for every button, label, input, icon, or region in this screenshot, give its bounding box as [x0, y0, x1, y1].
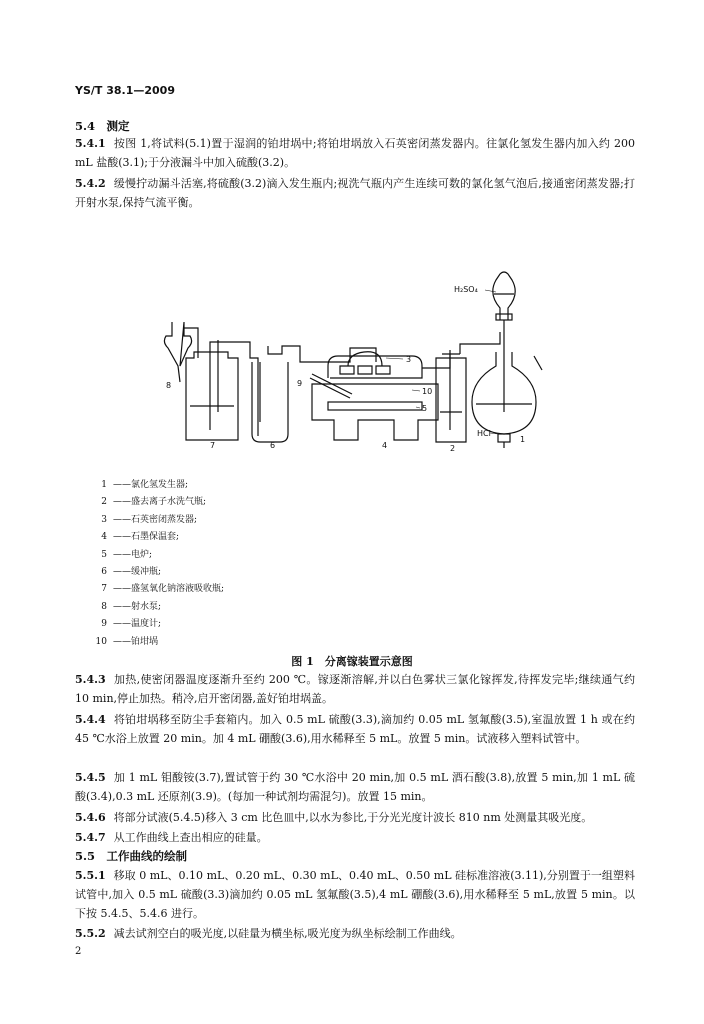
legend-item — [95, 616, 224, 633]
legend-number: 1 — [101, 480, 107, 490]
legend-text: ——缓冲瓶; — [113, 567, 162, 578]
water-jet-pump — [164, 322, 191, 382]
paragraph-5-4-1 — [75, 134, 635, 172]
paragraph-number: 5.4.7 — [75, 831, 106, 844]
legend-text: ——温度计; — [113, 619, 162, 630]
thermometer — [310, 378, 350, 398]
legend-number: 8 — [101, 601, 107, 612]
paragraph-5-4-6 — [75, 808, 635, 827]
callout-6: 6 — [270, 441, 276, 450]
paragraph-text: 移取 0 mL、0.10 mL、0.20 mL、0.30 mL、0.40 mL、0.50 mL 硅标准溶液(3.11),分别置于一组塑料试管中,加入 0.5 mL 硫酸(3.3)滴加约 0.05 mL 氢氟酸(3.5),4 mL 硼酸(3.6),用水稀释至 5 mL,放置 5 min。以下按 5.4.5、5.4.6 进行。 — [75, 869, 635, 920]
legend-item — [95, 599, 224, 616]
paragraph-text: 按图 1,将试料(5.1)置于湿润的铂坩埚中;将铂坩埚放入石英密闭蒸发器内。往氯化氢发生器内加入约 200 mL 盐酸(3.1);于分液漏斗中加入硫酸(3.2)。 — [75, 137, 635, 169]
legend-text: ——盛去离子水洗气瓶; — [113, 497, 207, 508]
hcl-label: HCl — [477, 429, 491, 438]
legend-text: ——盛氢氧化钠溶液吸收瓶; — [113, 584, 225, 595]
paragraph-text: 加热,使密闭器温度逐渐升至约 200 ℃。镓逐渐溶解,并以白色雾状三氯化镓挥发,待挥发完毕;继续通气约 10 min,停止加热。稍冷,启开密闭器,盖好铂坩埚盖。 — [75, 673, 635, 705]
graphite-jacket — [312, 384, 438, 440]
legend-number: 9 — [101, 619, 107, 630]
section-5-5-title: 5.5 工作曲线的绘制 — [75, 849, 188, 863]
paragraph-number: 5.4.6 — [75, 811, 106, 824]
wash-bottle — [436, 358, 466, 442]
legend-item — [95, 581, 224, 598]
figure-legend — [95, 477, 224, 651]
paragraph-5-4-3 — [75, 670, 635, 708]
paragraph-5-4-5 — [75, 768, 635, 806]
legend-item — [95, 494, 224, 511]
legend-text: ——石英密闭蒸发器; — [113, 514, 198, 525]
absorption-bottle — [186, 352, 238, 440]
legend-number: 10 — [95, 636, 107, 647]
callout-9: 9 — [297, 379, 303, 388]
apparatus-diagram — [150, 262, 550, 457]
paragraph-number: 5.4.4 — [75, 713, 106, 726]
paragraph-text: 将铂坩埚移至防尘手套箱内。加入 0.5 mL 硫酸(3.3),滴加约 0.05 mL 氢氟酸(3.5),室温放置 1 h 或在约 45 ℃水浴上放置 20 min。加 4 mL 硼酸(3.6),用水稀释至 5 mL。放置 5 min。试液移入塑料试管中。 — [75, 713, 635, 745]
paragraph-5-4-4 — [75, 710, 635, 748]
callout-8: 8 — [166, 381, 172, 390]
legend-item — [95, 529, 224, 546]
paragraph-text: 从工作曲线上查出相应的硅量。 — [113, 831, 268, 844]
paragraph-text: 减去试剂空白的吸光度,以硅量为横坐标,吸光度为纵坐标绘制工作曲线。 — [113, 927, 462, 940]
paragraph-5-4-7 — [75, 828, 635, 847]
paragraph-number: 5.5.2 — [75, 927, 106, 940]
legend-item — [95, 634, 224, 651]
paragraph-number: 5.5.1 — [75, 869, 106, 882]
paragraph-number: 5.4.1 — [75, 137, 106, 150]
paragraph-text: 加 1 mL 钼酸铵(3.7),置试管于约 30 ℃水浴中 20 min,加 0.5 mL 酒石酸(3.8),放置 5 min,加 1 mL 硫酸(3.4),0.3 mL 还原剂(3.9)。(每加一种试剂均需混匀)。放置 15 min。 — [75, 771, 635, 803]
legend-item — [95, 547, 224, 564]
callout-3: 3 — [406, 355, 412, 364]
h2so4-label: H₂SO₄ — [454, 285, 478, 294]
callout-10: 10 — [422, 387, 433, 396]
legend-item — [95, 512, 224, 529]
legend-number: 5 — [101, 549, 107, 560]
legend-number: 2 — [101, 497, 107, 508]
callout-4: 4 — [382, 441, 388, 450]
paragraph-number: 5.4.5 — [75, 771, 106, 784]
legend-number: 3 — [101, 514, 107, 525]
paragraph-5-5-1 — [75, 866, 635, 923]
paragraph-text: 缓慢拧动漏斗活塞,将硫酸(3.2)滴入发生瓶内;视洗气瓶内产生连续可数的氯化氢气泡后,接通密闭蒸发器;打开射水泵,保持气流平衡。 — [75, 177, 635, 209]
standard-code-header: YS/T 38.1—2009 — [75, 84, 175, 97]
legend-text: ——铂坩埚 — [113, 636, 159, 647]
paragraph-5-4-2 — [75, 174, 635, 212]
dropping-funnel — [493, 272, 515, 320]
callout-2: 2 — [450, 444, 456, 453]
legend-text: ——石墨保温套; — [113, 532, 180, 543]
section-5-4-title: 5.4 测定 — [75, 119, 130, 133]
page-number: 2 — [75, 946, 82, 957]
buffer-bottle — [252, 362, 288, 442]
figure-caption: 图 1 分离镓装置示意图 — [291, 655, 413, 668]
callout-7: 7 — [210, 441, 216, 450]
legend-number: 7 — [101, 584, 107, 595]
legend-text: ——氯化氢发生器; — [113, 480, 189, 490]
legend-number: 6 — [101, 567, 107, 578]
paragraph-5-5-2 — [75, 924, 635, 943]
paragraph-number: 5.4.2 — [75, 177, 106, 190]
paragraph-text: 将部分试液(5.4.5)移入 3 cm 比色皿中,以水为参比,于分光光度计波长 810 nm 处测量其吸光度。 — [113, 811, 593, 824]
legend-item — [95, 477, 224, 494]
paragraph-number: 5.4.3 — [75, 673, 106, 686]
callout-5: 5 — [422, 404, 428, 413]
legend-text: ——射水泵; — [113, 601, 162, 612]
legend-text: ——电炉; — [113, 549, 153, 560]
callout-1: 1 — [520, 435, 526, 444]
legend-number: 4 — [101, 532, 107, 543]
legend-item — [95, 564, 224, 581]
